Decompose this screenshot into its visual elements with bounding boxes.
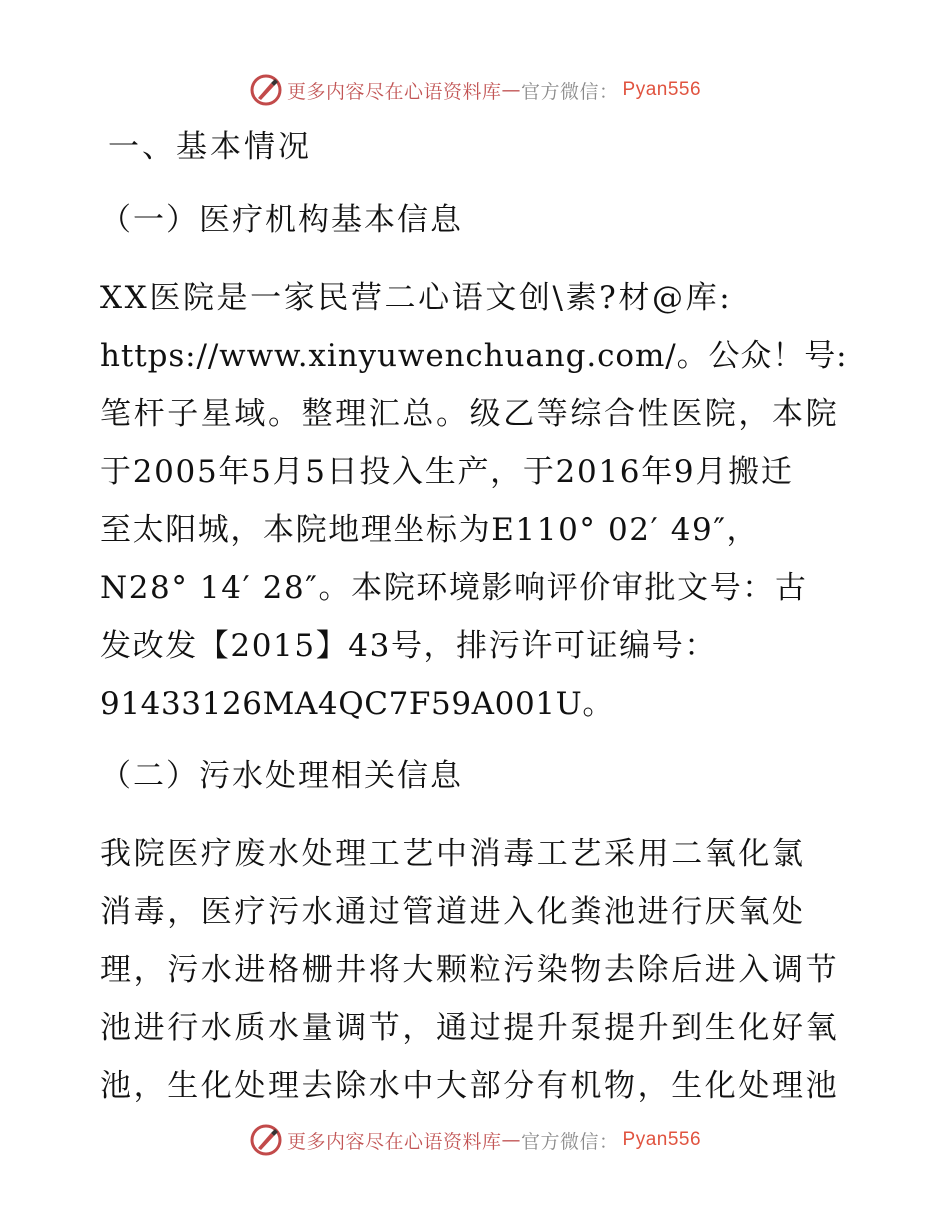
section1-line-4: 于2005年5月5日投入生产，于2016年9月搬迁 (100, 454, 794, 490)
watermark-wechat-id: Pyan556 (622, 1129, 702, 1150)
watermark-official-label: 官方微信 (520, 1130, 599, 1153)
watermark-main-text: 更多内容尽在心语资料库 (286, 80, 502, 103)
watermark-dash: — (501, 79, 521, 101)
watermark-header (0, 70, 950, 110)
section1-line-5: 至太阳城，本院地理坐标为E110° 02′ 49″， (100, 512, 760, 548)
watermark-dash: — (501, 1129, 521, 1151)
section1-line-2: https://www.xinyuwenchuang.com/。公众！号: (100, 338, 848, 374)
section1-line-6: N28° 14′ 28″。本院环境影响评价审批文号：古 (100, 570, 808, 606)
section1-line-8: 91433126MA4QC7F59A001U。 (100, 686, 614, 722)
pen-logo-icon (249, 73, 283, 107)
section2-line-3: 理，污水进格栅井将大颗粒污染物去除后进入调节 (100, 952, 840, 988)
watermark-wechat-id: Pyan556 (622, 79, 702, 100)
watermark-separator: ： (599, 1130, 619, 1153)
section1-line-7: 发改发【2015】43号，排污许可证编号： (100, 628, 717, 664)
pen-logo-icon (249, 1123, 283, 1157)
watermark-official-label: 官方微信 (520, 80, 599, 103)
section2-line-1: 我院医疗废水处理工艺中消毒工艺采用二氧化氯 (100, 836, 806, 872)
watermark-footer (0, 1120, 950, 1160)
section1-line-3: 笔杆子星域。整理汇总。级乙等综合性医院，本院 (100, 396, 840, 432)
heading-basic-situation: 一、基本情况 (108, 129, 312, 165)
section2-line-4: 池进行水质水量调节，通过提升泵提升到生化好氧 (100, 1010, 840, 1046)
section1-line-1: XX医院是一家民营二心语文创\素?材@库: (100, 280, 733, 316)
section2-line-5: 池，生化处理去除水中大部分有机物，生化处理池 (100, 1068, 840, 1104)
watermark-main-text: 更多内容尽在心语资料库 (286, 1130, 502, 1153)
section2-line-2: 消毒，医疗污水通过管道进入化粪池进行厌氧处 (100, 894, 806, 930)
section2-title: （二）污水处理相关信息 (100, 758, 463, 794)
watermark-separator: ： (599, 80, 619, 103)
section1-title: （一）医疗机构基本信息 (100, 202, 463, 238)
